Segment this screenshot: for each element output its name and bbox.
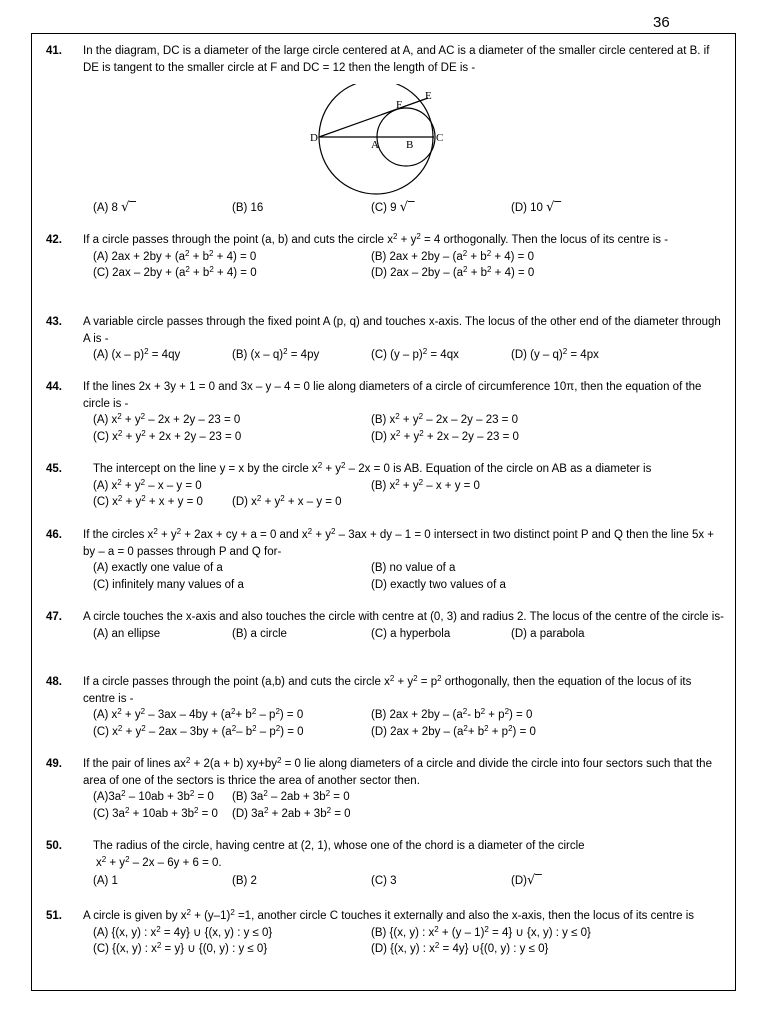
option-c[interactable]: (C) $x^2 + y^2 + 2x + 2y - 23 = 0$ xyxy=(93,428,242,443)
option-a[interactable]: (A) an ellipse xyxy=(93,627,161,640)
label-d: D xyxy=(310,132,318,144)
question-51 xyxy=(46,908,726,958)
question-text: In the diagram, DC is a diameter of the large circle centered at A, and AC is a diameter of the smaller circle centered at B. if DE is tangent to the smaller circle at F and DC = 12 then the length of DE is - xyxy=(83,45,710,74)
option-c[interactable]: (C) $x^2 + y^2 + x + y = 0$ xyxy=(93,494,203,508)
option-b[interactable]: (B) (x – q)$^2$ = 4py xyxy=(232,347,320,361)
option-a[interactable]: $(A)3a^2 - 10ab + 3b^2 = 0$ xyxy=(93,789,214,803)
question-42 xyxy=(46,232,726,282)
option-c[interactable]: (C) 9 √‾ xyxy=(371,200,415,215)
label-f: F xyxy=(396,99,403,111)
question-text: The intercept on the line y = x by the circle $x^2 + y^2 - 2x = 0$ is AB. Equation of the circle on AB as a diameter is xyxy=(93,461,652,475)
label-a: A xyxy=(371,139,379,151)
option-b[interactable]: (B) $3a^2 - 2ab + 3b^2 = 0$ xyxy=(232,789,350,803)
option-d[interactable]: (D) exactly two values of a xyxy=(371,578,506,591)
option-b[interactable]: (B) 16 xyxy=(232,202,264,214)
question-number: 49. xyxy=(46,758,62,770)
option-d[interactable]: (D) (y – q)$^2$ = 4px xyxy=(511,347,599,361)
option-c[interactable]: (C) $x^2 + y^2 - 2ax - 3by + (a^2-$ $b^2 - p^2) = 0$ xyxy=(93,723,304,738)
option-d[interactable]: (D) $x^2 + y^2 + x - y = 0$ xyxy=(232,494,342,508)
question-text: If a circle passes through the point (a, b) and cuts the circle $x^2 + y^2 = 4$ orthogonally. Then the locus of its centre is - xyxy=(83,232,669,246)
option-c[interactable]: (C) {(x, y) : $x^2 = y$} ∪ {(0, y) : y ≤ 0} xyxy=(93,941,268,955)
question-number: 46. xyxy=(46,529,62,541)
question-text: If the lines 2x + 3y + 1 = 0 and 3x – y – 4 = 0 lie along diameters of a circle of circumference 10π, then the equation of the circle is - xyxy=(83,381,702,410)
question-49 xyxy=(46,756,726,822)
question-number: 45. xyxy=(46,463,62,475)
option-a[interactable]: (A) {(x, y) : $x^2 = 4y$} ∪ {(x, y) : y ≤ 0} xyxy=(93,924,273,939)
tangent-de xyxy=(319,98,428,137)
question-text: If a circle passes through the point (a,b) and cuts the circle $x^2 + y^2 = p^2$ orthogonally, then the equation of the locus of its centre is - xyxy=(83,674,692,705)
option-b[interactable]: (B) {(x, y) : $x^2 + (y - 1)^2 = 4$} ∪ {x, y) : y ≤ 0} xyxy=(371,924,591,939)
option-c[interactable]: (C) $2ax - 2by + (a^2 + b^2 + 4) = 0$ xyxy=(93,265,257,279)
option-a[interactable]: (A) 1 xyxy=(93,875,118,887)
question-text: A circle is given by $x^2 + (y-1)^2 =1$, another circle C touches it externally and also the x-axis, then the locus of its centre is xyxy=(83,908,695,922)
option-b[interactable]: (B) $x^2 + y^2 - x + y = 0$ xyxy=(371,477,480,492)
option-b[interactable]: (B) $2ax + 2by - (a^2 + b^2 + 4) = 0$ xyxy=(371,248,534,263)
sqrt-icon: √‾ xyxy=(399,200,415,215)
option-a[interactable]: (A) 8 √‾ xyxy=(93,200,136,215)
question-47 xyxy=(46,609,726,642)
question-text: A variable circle passes through the fixed point A (p, q) and touches x-axis. The locus of the other end of the diameter through A is - xyxy=(83,316,721,345)
option-d[interactable]: (D) $2ax + 2by - (a^2+ b^2 + p^2) = 0$ xyxy=(371,723,536,738)
option-d[interactable]: (D) 10 √‾ xyxy=(511,200,561,215)
sqrt-icon: √‾ xyxy=(546,200,561,215)
question-number: 48. xyxy=(46,676,62,688)
question-41-options xyxy=(46,200,726,217)
question-50 xyxy=(46,838,726,890)
question-number: 43. xyxy=(46,316,62,328)
option-c[interactable]: (C) (y – p)$^2$ = 4qx xyxy=(371,347,459,361)
question-41 xyxy=(46,43,726,76)
label-c: C xyxy=(436,132,444,144)
sqrt-icon: √‾ xyxy=(526,873,542,888)
question-number: 50. xyxy=(46,840,62,852)
question-equation: $x^2 + y^2 - 2x - 6y + 6 = 0$. xyxy=(96,854,222,869)
option-c[interactable]: (C) infinitely many values of a xyxy=(93,578,244,591)
option-c[interactable]: (C) $3a^2 + 10ab + 3b^2 = 0$ xyxy=(93,805,218,820)
option-d[interactable]: (D) $3a^2 + 2ab + 3b^2 = 0$ xyxy=(232,805,351,820)
option-d[interactable]: (D) a parabola xyxy=(511,627,585,640)
option-b[interactable]: (B) $x^2 + y^2 - 2x - 2y - 23 = 0$ xyxy=(371,412,518,426)
question-number: 41. xyxy=(46,45,62,57)
option-c[interactable]: (C) 3 xyxy=(371,875,397,887)
question-44 xyxy=(46,379,726,445)
option-b[interactable]: (B) a circle xyxy=(232,627,287,640)
option-a[interactable]: (A) $x^2 + y^2 - x - y = 0$ xyxy=(93,477,202,492)
label-b: B xyxy=(406,139,414,151)
option-b[interactable]: (B) $2ax + 2by - (a^2-$ $b^2 + p^2) = 0$ xyxy=(371,707,533,721)
option-a[interactable]: (A) (x – p)$^2$ = 4qy xyxy=(93,347,181,361)
question-number: 44. xyxy=(46,381,62,393)
question-45 xyxy=(46,461,726,511)
option-b[interactable]: (B) 2 xyxy=(232,875,257,887)
question-number: 47. xyxy=(46,611,62,623)
question-46 xyxy=(46,527,726,593)
question-48 xyxy=(46,674,726,740)
page-number: 36 xyxy=(653,14,670,31)
option-d[interactable]: (D) $x^2 + y^2 + 2x - 2y - 23 = 0$ xyxy=(371,428,519,443)
question-43 xyxy=(46,314,726,364)
option-a[interactable]: (A) $x^2 + y^2 - 2x + 2y - 23 = 0$ xyxy=(93,412,241,426)
option-c[interactable]: (C) a hyperbola xyxy=(371,627,451,640)
sqrt-icon: √‾ xyxy=(121,200,136,215)
question-text: If the pair of lines $ax^2 + 2(a + b) xy+by^2 = 0$ lie along diameters of a circle and divide the circle into four sectors such that the area of one of the sectors is thrice the area of another sector then. xyxy=(83,756,712,787)
option-a[interactable]: (A) exactly one value of a xyxy=(93,562,223,574)
option-d[interactable]: (D) $2ax - 2by - (a^2 + b^2 + 4) = 0$ xyxy=(371,265,535,279)
circle-diagram xyxy=(310,84,460,196)
option-a[interactable]: (A) $2ax + 2by + (a^2 + b^2 + 4) = 0$ xyxy=(93,248,257,263)
option-d[interactable]: (D) {(x, y) : $x^2 = 4y$} ∪{(0, y) : y ≤ 0} xyxy=(371,941,549,955)
option-a[interactable]: (A) $x^2 + y^2 - 3ax - 4by + (a^2+ b^2 - p^2) = 0$ xyxy=(93,707,304,721)
question-text: A circle touches the x-axis and also touches the circle with centre at (0, 3) and radius 2. The locus of the centre of the circle is- xyxy=(83,611,724,623)
option-d[interactable]: (D)√‾ xyxy=(511,873,542,888)
question-number: 42. xyxy=(46,234,62,246)
question-number: 51. xyxy=(46,910,62,922)
label-e: E xyxy=(425,90,432,102)
question-text: The radius of the circle, having centre at (2, 1), whose one of the chord is a diameter of the circle xyxy=(93,840,585,852)
question-text: If the circles $x^2 + y^2 + 2ax$ + cy + a = 0 and $x^2 + y^2 - 3ax$ + dy – 1 = 0 intersect in two distinct point P and Q then the line 5x + by – a = 0 passes through P and Q for- xyxy=(83,527,714,558)
option-b[interactable]: (B) no value of a xyxy=(371,562,456,574)
